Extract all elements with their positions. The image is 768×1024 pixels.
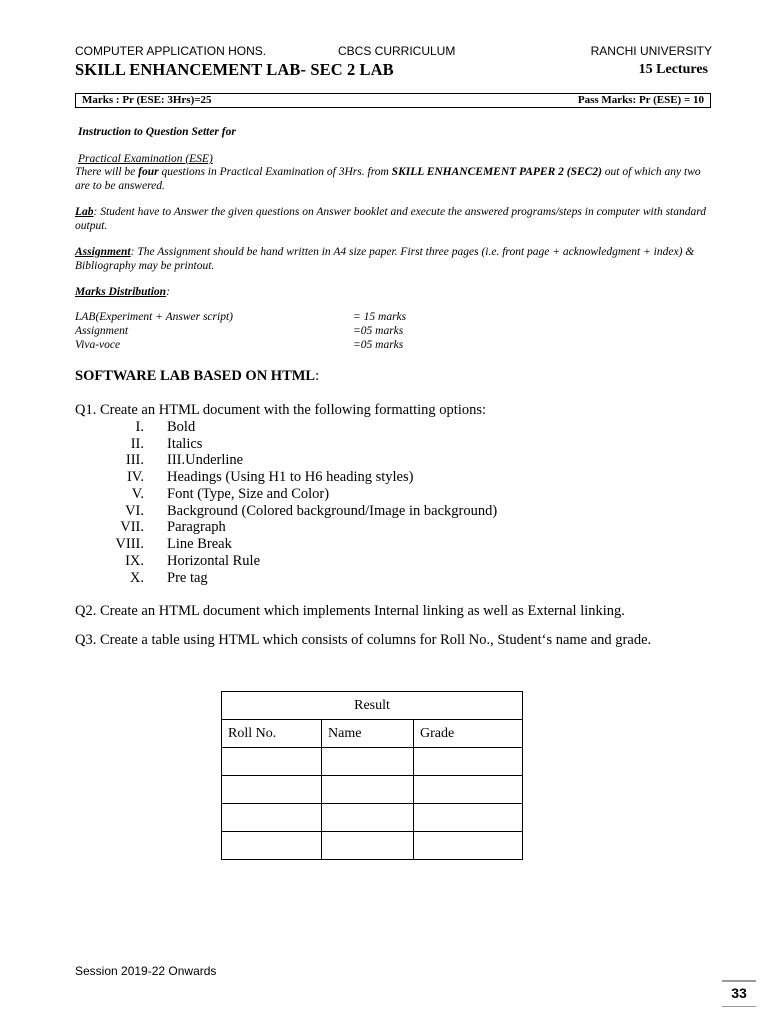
- list-item: [0, 436, 768, 453]
- table-cell: [322, 804, 414, 832]
- list-number: X.: [129, 570, 144, 586]
- list-item: [0, 553, 768, 570]
- table-cell: [222, 832, 322, 860]
- list-text: Font (Type, Size and Color): [167, 486, 330, 502]
- list-item: [0, 570, 768, 587]
- page-number-rule: [722, 980, 756, 982]
- list-number: III.: [125, 452, 144, 468]
- list-item: [0, 503, 768, 520]
- list-item: [0, 519, 768, 536]
- list-item: [0, 452, 768, 469]
- section-title: SOFTWARE LAB BASED ON HTML: [75, 368, 316, 384]
- section-colon: :: [315, 368, 320, 384]
- marks-left: Marks : Pr (ESE: 3Hrs)=25: [82, 94, 212, 106]
- footer-session: Session 2019-22 Onwards: [75, 964, 217, 978]
- distribution-item: LAB(Experiment + Answer script): [75, 311, 233, 323]
- table-cell: [222, 776, 322, 804]
- table-cell: [222, 748, 322, 776]
- table-cell: [414, 776, 523, 804]
- list-text: Bold: [167, 419, 196, 435]
- text-segment: There will be: [75, 166, 139, 178]
- instruction-paragraph: [75, 165, 715, 193]
- header-course: COMPUTER APPLICATION HONS.: [75, 44, 267, 58]
- header-curriculum: CBCS CURRICULUM: [338, 44, 456, 58]
- list-item: [0, 469, 768, 486]
- distribution-heading: [75, 285, 715, 299]
- text-segment: questions in Practical Examination of 3Hrs. from: [158, 166, 392, 178]
- list-number: IX.: [125, 553, 144, 569]
- list-number: VIII.: [115, 536, 144, 552]
- list-number: V.: [131, 486, 144, 502]
- table-cell: [322, 832, 414, 860]
- table-cell: [322, 748, 414, 776]
- list-number: II.: [130, 436, 144, 452]
- list-text: Pre tag: [167, 570, 208, 586]
- page-number: 33: [731, 985, 747, 1001]
- table-cell: [222, 804, 322, 832]
- table-cell: [414, 832, 523, 860]
- table-cell: [414, 748, 523, 776]
- marks-box: [75, 93, 711, 108]
- list-number: VII.: [120, 519, 144, 535]
- table-row: [222, 804, 523, 832]
- question-1: Q1. Create an HTML document with the following formatting options:: [75, 402, 487, 418]
- list-text: Headings (Using H1 to H6 heading styles): [167, 469, 414, 485]
- table-caption-row: [222, 692, 523, 720]
- question-2: Q2. Create an HTML document which implements Internal linking as well as External linking.: [75, 603, 625, 619]
- table-header-row: [222, 720, 523, 748]
- lab-paragraph: [75, 205, 715, 233]
- table-row: [222, 748, 523, 776]
- list-text: Horizontal Rule: [167, 553, 261, 569]
- distribution-marks: =05 marks: [353, 325, 404, 337]
- text-bold: SKILL ENHANCEMENT PAPER 2 (SEC2): [391, 166, 602, 178]
- assignment-text: : The Assignment should be hand written in A4 size paper. First three pages (i.e. front page + acknowledgment + index) & Bibliography may be printout.: [75, 246, 695, 272]
- distribution-item: Viva-voce: [75, 339, 121, 351]
- lab-text: : Student have to Answer the given questions on Answer booklet and execute the answered programs/steps in computer with standard output.: [75, 206, 707, 232]
- distribution-marks: = 15 marks: [353, 311, 407, 323]
- distribution-colon: :: [166, 286, 170, 298]
- list-number: IV.: [126, 469, 144, 485]
- text-bold: four: [138, 166, 159, 178]
- page-number-rule-bottom: [722, 1006, 756, 1007]
- list-number: VI.: [125, 503, 144, 519]
- list-item: [0, 536, 768, 553]
- text-segment: out of which any two are to be answered.: [75, 166, 701, 192]
- distribution-label: Marks Distribution: [75, 286, 167, 298]
- list-item: [0, 486, 768, 503]
- page-title: SKILL ENHANCEMENT LAB- SEC 2 LAB: [75, 60, 394, 79]
- instruction-subheading: Practical Examination (ESE): [78, 153, 213, 165]
- table-cell: [414, 804, 523, 832]
- section-heading: [75, 368, 319, 385]
- instruction-heading: Instruction to Question Setter for: [78, 126, 236, 138]
- list-item: [0, 419, 768, 436]
- distribution-marks: =05 marks: [353, 339, 404, 351]
- column-header-grade: Grade: [414, 720, 523, 748]
- distribution-item: Assignment: [75, 325, 129, 337]
- table-caption: Result: [222, 692, 523, 720]
- column-header-name: Name: [322, 720, 414, 748]
- lab-label: Lab: [75, 206, 94, 218]
- assignment-label: Assignment: [75, 246, 131, 258]
- assignment-paragraph: [75, 245, 715, 273]
- column-header-roll: Roll No.: [222, 720, 322, 748]
- question-3: Q3. Create a table using HTML which consists of columns for Roll No., Student‘s name and grade.: [75, 632, 652, 648]
- list-text: Italics: [167, 436, 203, 452]
- lectures-count: 15 Lectures: [638, 62, 708, 77]
- list-text: Paragraph: [167, 519, 226, 535]
- header-university: RANCHI UNIVERSITY: [590, 44, 712, 58]
- list-text: Line Break: [167, 536, 232, 552]
- table-cell: [322, 776, 414, 804]
- table-row: [222, 776, 523, 804]
- list-text: Background (Colored background/Image in background): [167, 503, 498, 519]
- list-number: I.: [135, 419, 144, 435]
- table-row: [222, 832, 523, 860]
- pass-marks: Pass Marks: Pr (ESE) = 10: [577, 94, 704, 106]
- list-text: III.Underline: [167, 452, 244, 468]
- result-table: [221, 691, 523, 860]
